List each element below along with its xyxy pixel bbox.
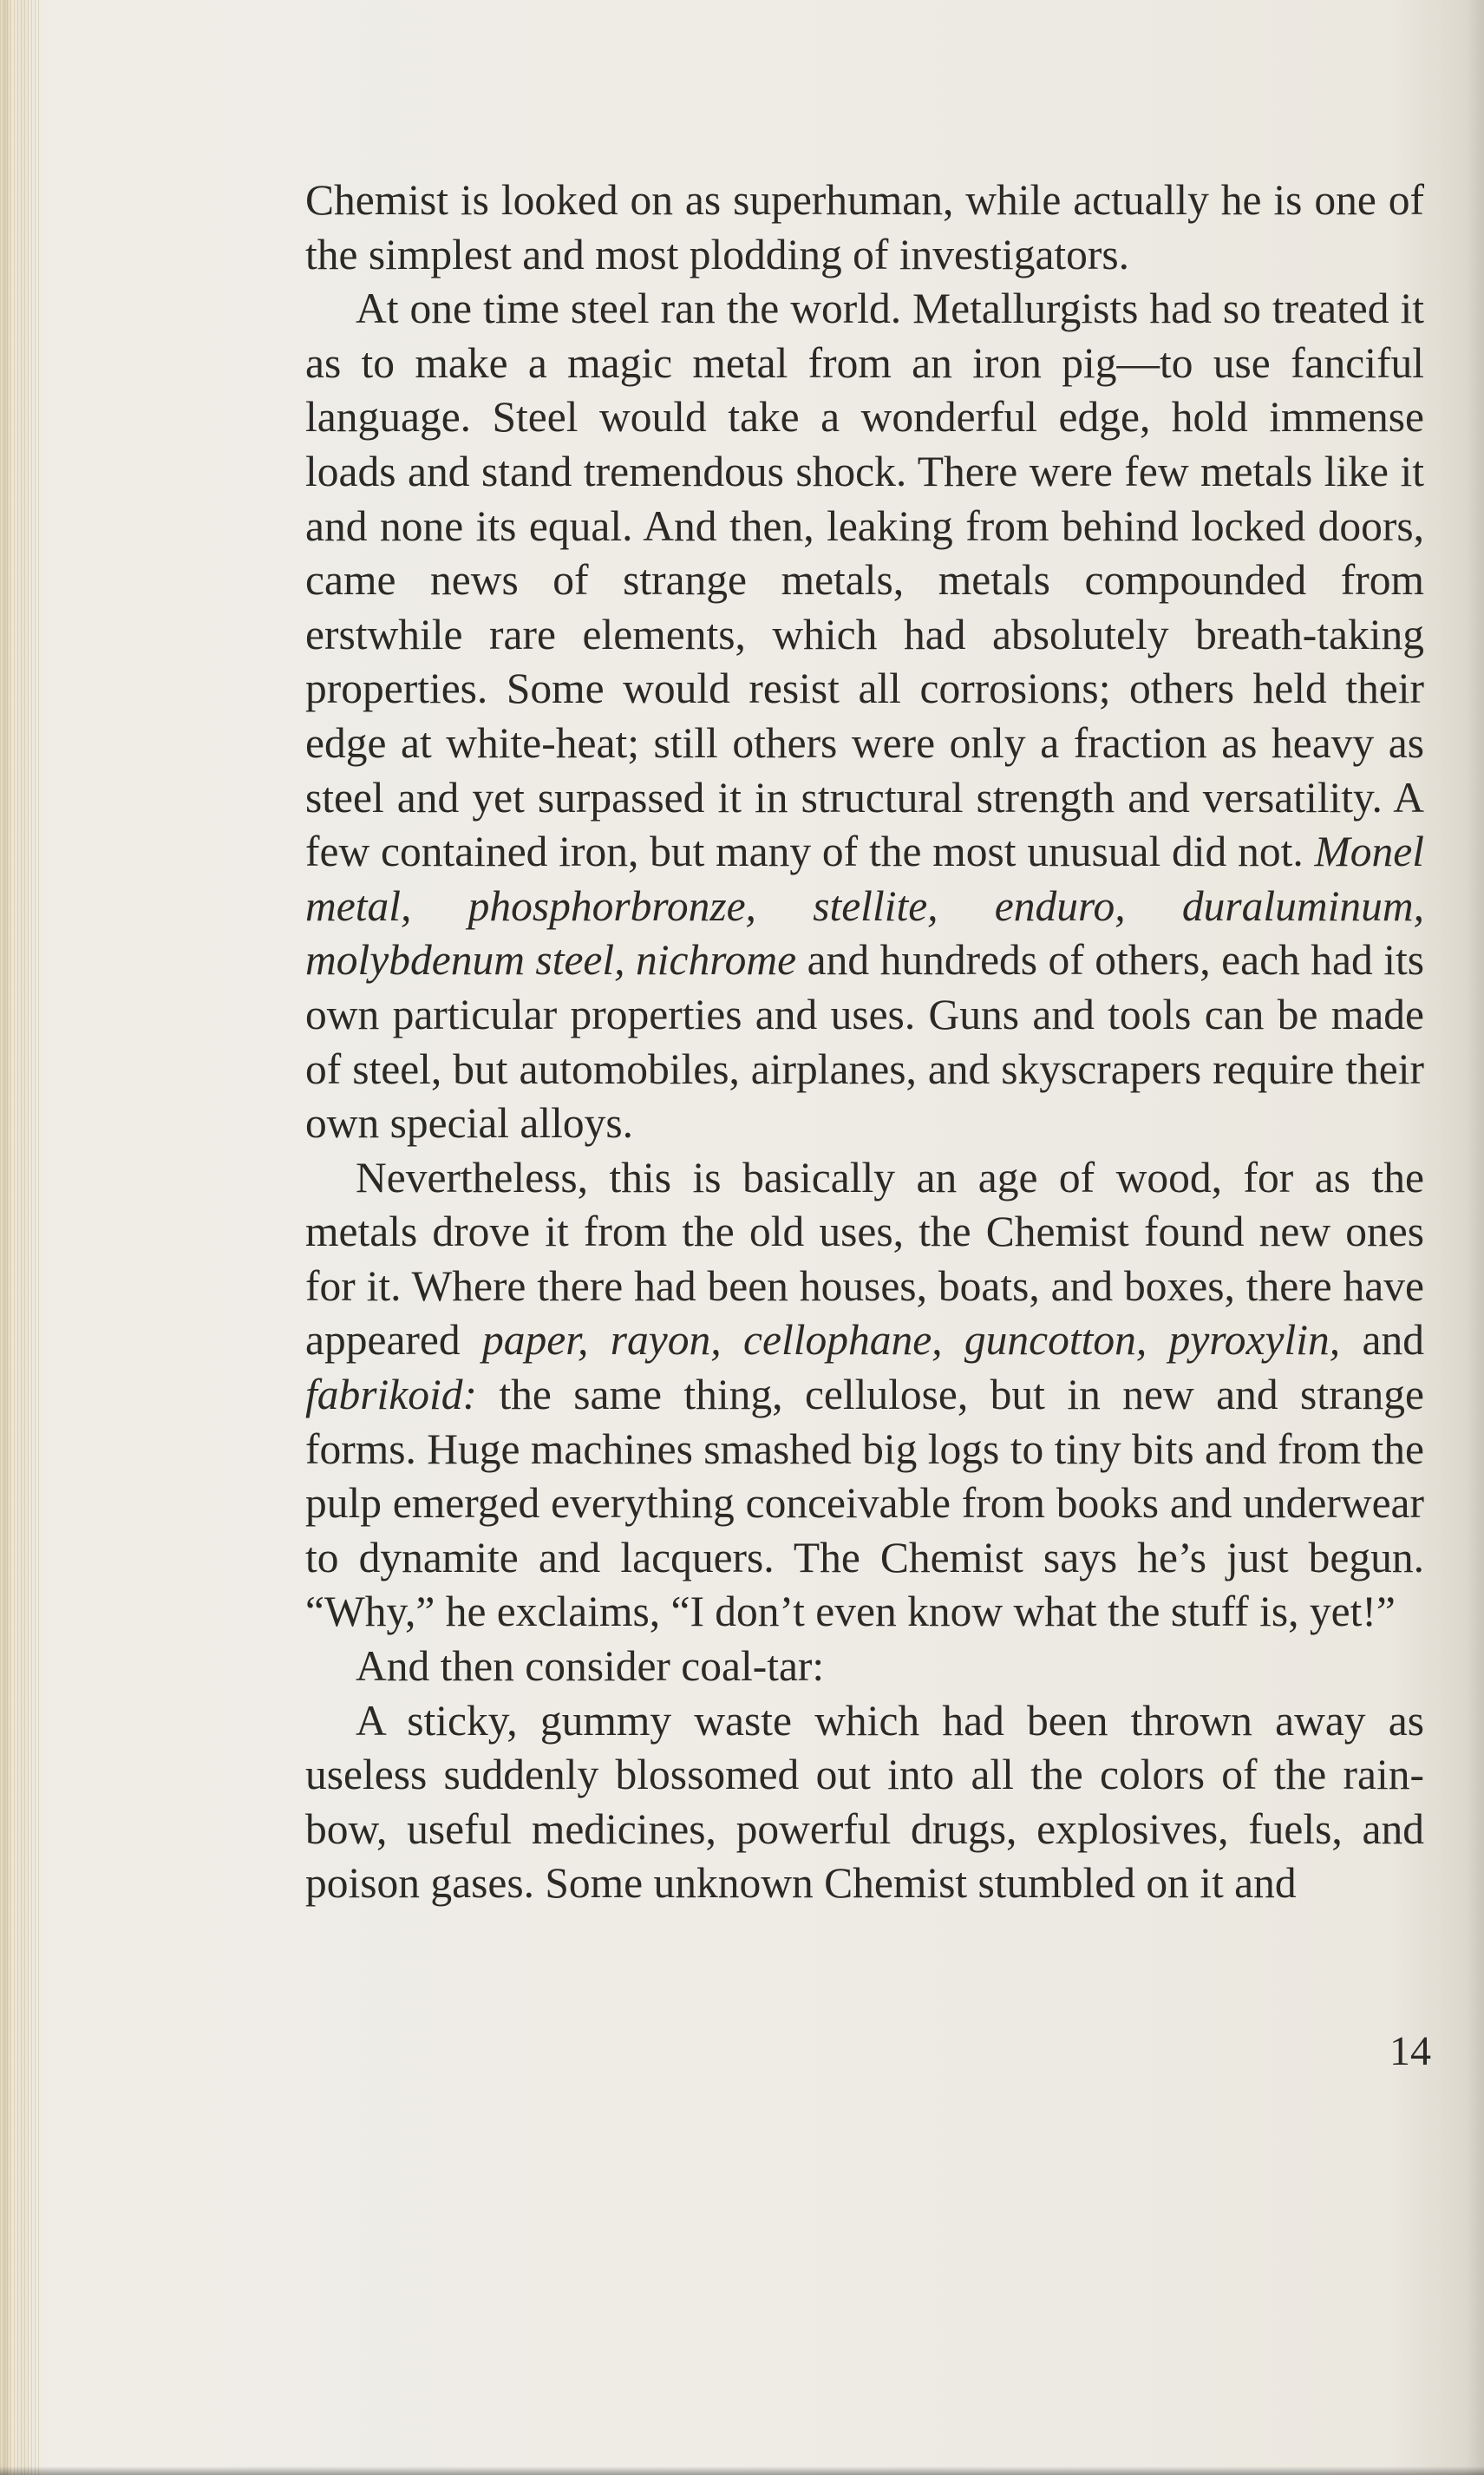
p1-seg-0: Chemist is looked on as superhuman, while actually he is one of the simplest and most plodding of investigators. [305,176,1424,278]
p3-seg-2: and [1340,1316,1424,1365]
p3-italic-materials: paper, rayon, cellophane, guncotton, pyroxylin, [482,1316,1341,1365]
paragraph-1 [305,174,1424,282]
paragraph-4 [305,1640,1424,1694]
page-bottom-shadow [0,2466,1484,2475]
p2-seg-2: and hundreds of others, each had its own particular properties and uses. Guns and tools can be made of steel, but automobiles, airplanes, and skyscrapers require their own special alloys. [305,936,1425,1148]
paragraph-5 [305,1694,1424,1911]
p2-seg-0: At one time steel ran the world. Metallurgists had so treated it as to make a magic metal from an iron pig—to use fanciful language. Steel would take a wonderful edge, hold immense loads and stand tremendous shock. There were few metals like it and none its equal. And then, leaking from behind locked doors, came news of strange metals, metals compounded from erstwhile rare elements, which had absolutely breath-taking properties. Some would resist all corrosions; others held their edge at white-heat; still others were only a fraction as heavy as steel and yet surpassed it in structural strength and versatility. A few contained iron, but many of the most unusual did not. [305,285,1424,876]
p5-seg-0: A sticky, gummy waste which had been thrown away as useless suddenly blossomed out into all the colors of the rainbow, useful medicines, powerful drugs, explosives, fuels, and poison gases. Some unknown Chemist stumbled on it and [305,1696,1424,1908]
p3-seg-4: the same thing, cellulose, but in new and strange forms. Huge machines smashed big logs to tiny bits and from the pulp emerged everything conceivable from books and underwear to dynamite and lacquers. The Chemist says he’s just begun. “Why,” he exclaims, “I don’t even know what the stuff is, yet!” [305,1371,1424,1636]
paragraph-3 [305,1151,1424,1640]
paragraph-2 [305,282,1424,1151]
p3-seg-0: Nevertheless, this is basically an age of wood, for as the metals drove it from the old uses, the Chemist found new ones for it. Where there had been houses, boats, and boxes, there have appeared [305,1153,1424,1365]
p2-italic-alloys: Monel metal, phosphorbronze, stellite, enduro, duraluminum, molybdenum steel, nichrome [305,828,1424,985]
page-number: 14 [1389,2028,1431,2074]
body-text [305,174,1424,1911]
p3-italic-fabrikoid: fabrikoid: [305,1371,477,1419]
page-binding-edge [0,0,40,2475]
p4-seg-0: And then consider coal-tar: [356,1642,825,1691]
